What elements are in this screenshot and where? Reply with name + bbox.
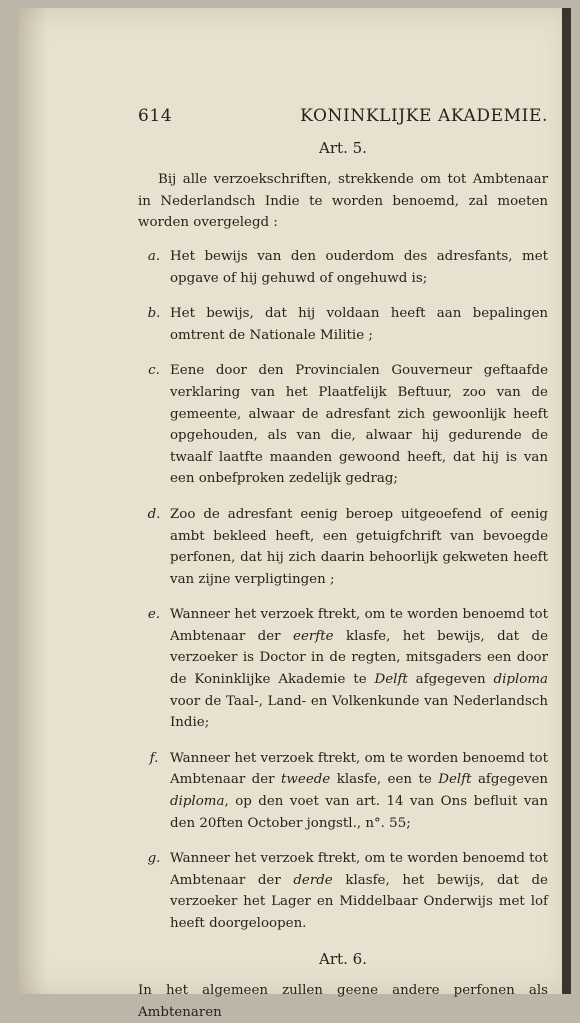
- item-label: a.: [147, 248, 161, 264]
- item-text: [170, 848, 548, 934]
- list-item: [138, 504, 548, 590]
- text-segment: klasfe, een te: [330, 772, 439, 788]
- text-segment: Wanneer het verzoek ftrekt, om te worden benoemd tot Ambtenaar der: [170, 750, 548, 788]
- text-segment: afgegeven: [471, 772, 548, 788]
- book-page: [18, 8, 571, 1020]
- italic-term: Delft: [438, 772, 472, 788]
- text-segment: afgegeven: [407, 672, 494, 688]
- list-item: [138, 748, 548, 834]
- list-item: [138, 303, 548, 346]
- page-content: [138, 106, 548, 1023]
- item-label: b.: [147, 306, 161, 322]
- item-text: Zoo de adresfant eenig beroep uitgeoefend of eenig ambt bekleed heeft, een getuigfchrift van bevoegde perfonen, dat hij zich daarin behoorlijk gekweten heeft van zijne verpligtingen ;: [170, 506, 548, 587]
- text-segment: klasfe, het bewijs, dat de verzoeker het Lager en Middelbaar Onderwijs met lof heeft doorgeloopen.: [170, 872, 548, 931]
- item-label: e.: [147, 607, 161, 623]
- italic-term: Delft: [374, 672, 408, 688]
- article-5-intro: Bij alle verzoekschriften, strekkende om tot Ambtenaar in Nederlandsch Indie te worden benoemd, zal moeten worden overgelegd :: [138, 172, 548, 231]
- page-number: 614: [138, 106, 173, 126]
- italic-term: tweede: [281, 772, 331, 788]
- item-text: Eene door den Provincialen Gouverneur geftaafde verklaring van het Plaatfelijk Beftuur, zoo van de gemeente, alwaar de adresfant zich gewoonlijk heeft opgehouden, als van die, alwaar hij gedurende de twaalf laatfte maanden gewoond heeft, dat hij is van een onbefproken zedelijk gedrag;: [170, 363, 548, 487]
- text-segment: Wanneer het verzoek ftrekt, om te worden benoemd tot Ambtenaar der: [170, 607, 548, 644]
- italic-term: eerfte: [293, 628, 334, 644]
- item-text: Het bewijs van den ouderdom des adresfants, met opgave of hij gehuwd of ongehuwd is;: [170, 248, 548, 286]
- item-text: Het bewijs, dat hij voldaan heeft aan bepalingen omtrent de Nationale Militie ;: [170, 306, 548, 343]
- italic-term: derde: [293, 872, 333, 888]
- article-6-text: In het algemeen zullen geene andere perfonen als Ambtenaren: [138, 983, 548, 1020]
- text-segment: , op den voet van art. 14 van Ons befluit van den 20ften October jongstl., n°. 55;: [170, 794, 548, 831]
- list-item: [138, 604, 548, 734]
- text-segment: klasfe, het bewijs, dat de verzoeker is Doctor in de regten, mitsgaders een door de Koninklijke Akademie te: [170, 628, 548, 688]
- italic-term: diploma: [170, 794, 225, 810]
- list-item: [138, 246, 548, 289]
- list-item: [138, 360, 548, 490]
- running-title: KONINKLIJKE AKADEMIE.: [300, 106, 548, 126]
- item-text: [170, 604, 548, 734]
- text-segment: voor de Taal-, Land- en Volkenkunde van Nederlandsch Indie;: [170, 693, 548, 731]
- item-label: d.: [147, 506, 161, 522]
- item-label: c.: [148, 363, 160, 379]
- running-header: [138, 106, 548, 128]
- item-label: f.: [149, 750, 159, 766]
- article-6-heading: Art. 6.: [319, 949, 367, 968]
- text-segment: Wanneer het verzoek ftrekt, om te worden benoemd tot Ambtenaar der: [170, 851, 548, 888]
- list-item: [138, 848, 548, 934]
- spine-shadow: [18, 8, 48, 994]
- page-edge: [562, 8, 571, 994]
- article-5-heading: Art. 5.: [319, 138, 367, 157]
- italic-term: diploma: [493, 672, 548, 688]
- item-text: [170, 748, 548, 834]
- item-label: g.: [147, 851, 161, 867]
